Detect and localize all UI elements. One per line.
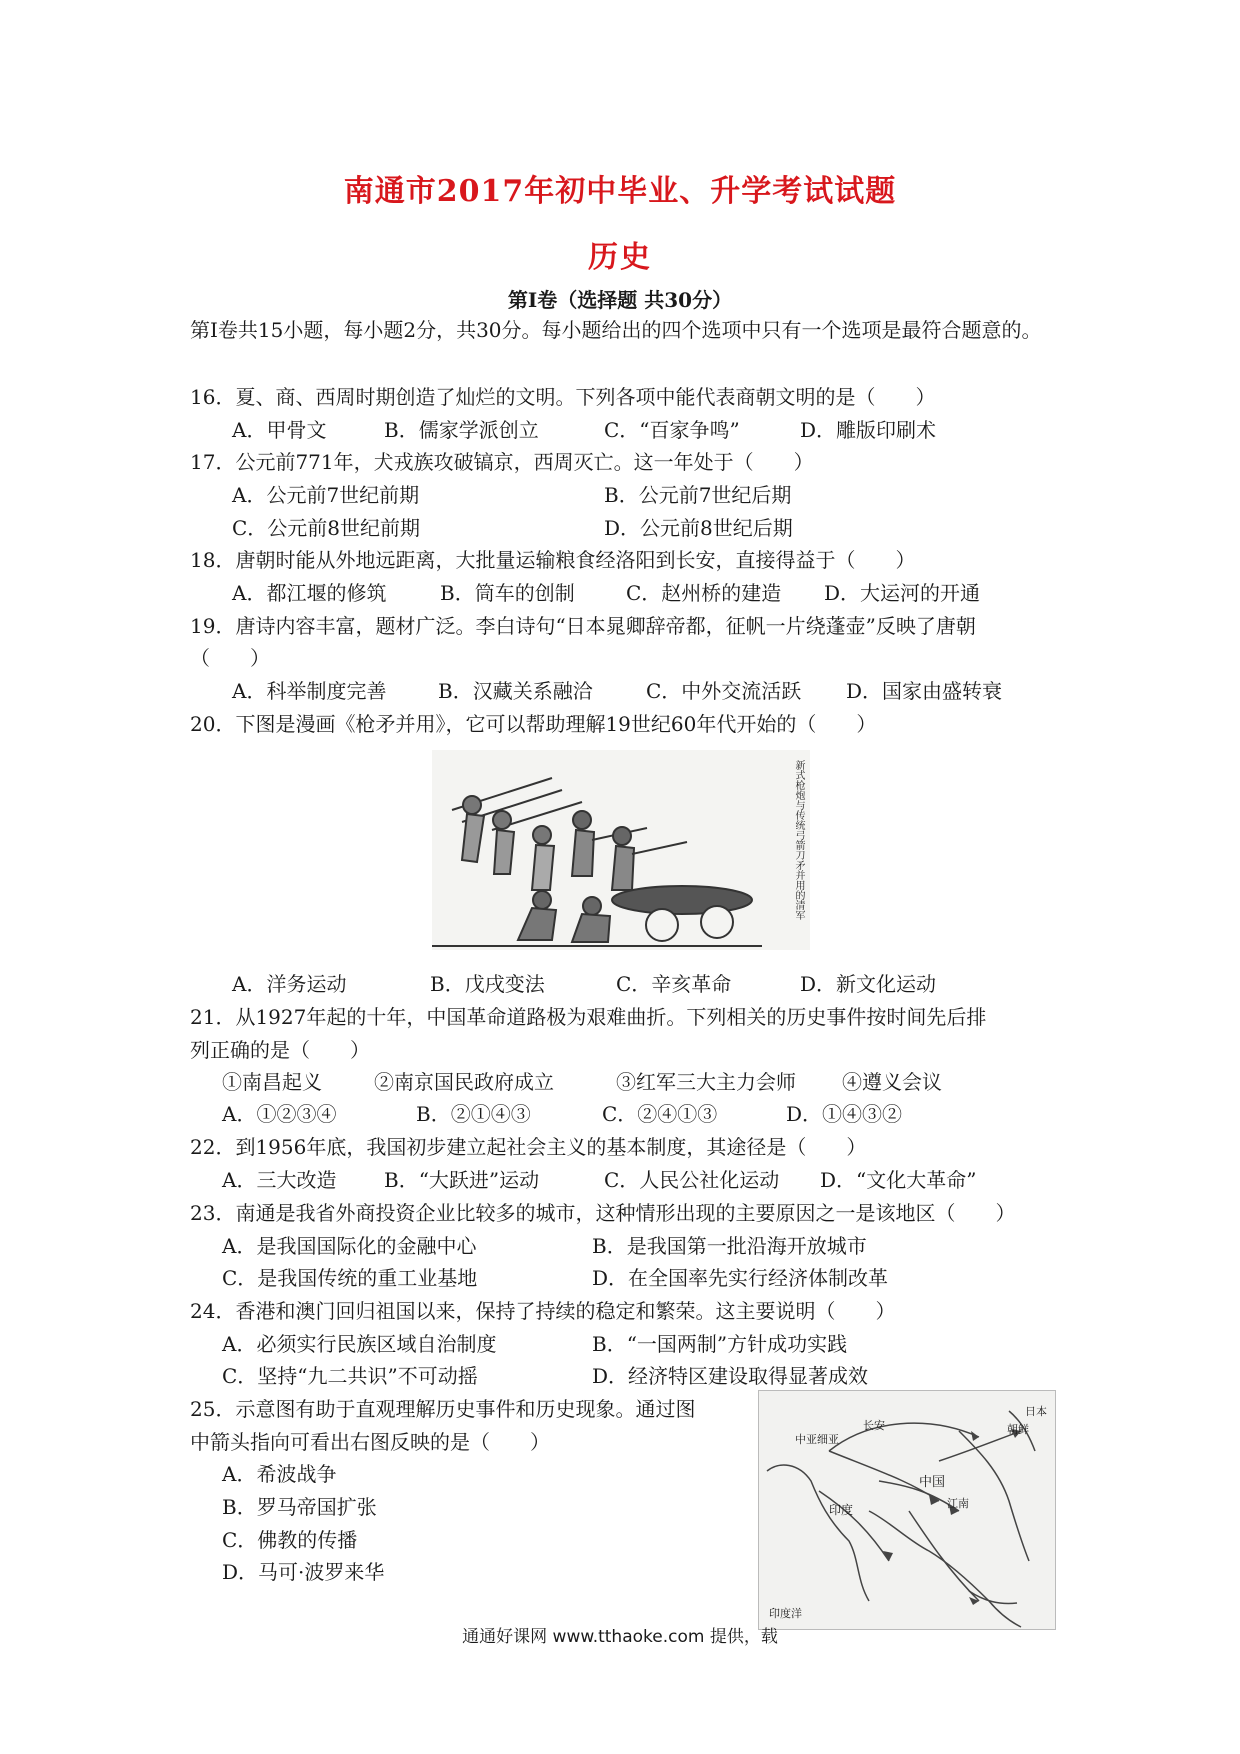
route-map <box>758 1390 1056 1630</box>
option-25-a: A．希波战争 <box>222 1462 337 1486</box>
option-17-d: D．公元前8世纪后期 <box>604 516 793 540</box>
map-label-japan: 日本 <box>1025 1405 1047 1418</box>
event-21-1: ①南昌起义 <box>222 1070 322 1094</box>
question-18-stem: 18．唐朝时能从外地远距离，大批量运输粮食经洛阳到长安，直接得益于（ ） <box>190 548 916 572</box>
option-18-c: C．赵州桥的建造 <box>626 581 782 605</box>
map-label-changan: 长安 <box>863 1419 885 1432</box>
option-19-c: C．中外交流活跃 <box>646 679 802 703</box>
question-17-stem: 17．公元前771年，犬戎族攻破镐京，西周灭亡。这一年处于（ ） <box>190 450 814 474</box>
option-21-d: D．①④③② <box>786 1102 903 1126</box>
option-21-c: C．②④①③ <box>602 1102 718 1126</box>
event-21-2: ②南京国民政府成立 <box>374 1070 554 1094</box>
cartoon-figure <box>432 750 810 950</box>
option-18-a: A．都江堰的修筑 <box>232 581 387 605</box>
option-24-c: C．坚持“九二共识”不可动摇 <box>222 1364 478 1388</box>
cartoon-caption: 新式枪炮与传统弓箭刀矛并用的清军 <box>793 760 804 920</box>
option-20-c: C．辛亥革命 <box>616 972 732 996</box>
question-23-stem: 23．南通是我省外商投资企业比较多的城市，这种情形出现的主要原因之一是该地区（ ） <box>190 1201 1016 1225</box>
option-16-b: B．儒家学派创立 <box>384 418 539 442</box>
map-label-india: 印度 <box>829 1503 854 1517</box>
question-19-stem-cont: （ ） <box>190 646 270 670</box>
option-16-a: A．甲骨文 <box>232 418 327 442</box>
option-25-c: C．佛教的传播 <box>222 1528 358 1552</box>
option-23-b: B．是我国第一批沿海开放城市 <box>592 1234 867 1258</box>
map-label-central-asia: 中亚细亚 <box>795 1433 839 1446</box>
option-24-a: A．必须实行民族区域自治制度 <box>222 1332 497 1356</box>
question-25-stem-cont: 中箭头指向可看出右图反映的是（ ） <box>190 1430 550 1454</box>
option-17-b: B．公元前7世纪后期 <box>604 483 792 507</box>
event-21-4: ④遵义会议 <box>842 1070 942 1094</box>
event-21-3: ③红军三大主力会师 <box>616 1070 796 1094</box>
option-22-b: B．“大跃进”运动 <box>384 1168 540 1192</box>
question-19-stem: 19．唐诗内容丰富，题材广泛。李白诗句“日本晁卿辞帝都，征帆一片绕蓬壶”反映了唐朝 <box>190 614 976 638</box>
question-25-stem: 25．示意图有助于直观理解历史事件和历史现象。通过图 <box>190 1397 696 1421</box>
option-25-d: D．马可·波罗来华 <box>222 1560 385 1584</box>
option-22-c: C．人民公社化运动 <box>604 1168 780 1192</box>
option-23-c: C．是我国传统的重工业基地 <box>222 1266 478 1290</box>
question-20-stem: 20．下图是漫画《枪矛并用》，它可以帮助理解19世纪60年代开始的（ ） <box>190 712 877 736</box>
map-label-indian-ocean: 印度洋 <box>769 1607 802 1620</box>
map-label-china: 中国 <box>919 1475 946 1490</box>
question-22-stem: 22．到1956年底，我国初步建立起社会主义的基本制度，其途径是（ ） <box>190 1135 867 1159</box>
question-21-stem: 21．从1927年起的十年，中国革命道路极为艰难曲折。下列相关的历史事件按时间先后排 <box>190 1005 987 1029</box>
option-18-b: B．筒车的创制 <box>440 581 575 605</box>
option-16-d: D．雕版印刷术 <box>800 418 937 442</box>
question-24-stem: 24．香港和澳门回归祖国以来，保持了持续的稳定和繁荣。这主要说明（ ） <box>190 1299 896 1323</box>
map-label-jiangnan: 江南 <box>947 1497 969 1510</box>
option-21-a: A．①②③④ <box>222 1102 337 1126</box>
option-19-d: D．国家由盛转衰 <box>846 679 1003 703</box>
question-21-stem-cont: 列正确的是（ ） <box>190 1038 370 1062</box>
option-18-d: D．大运河的开通 <box>824 581 981 605</box>
subject-title: 历史 <box>588 240 652 275</box>
option-17-c: C．公元前8世纪前期 <box>232 516 421 540</box>
map-label-korea: 朝鲜 <box>1007 1423 1029 1436</box>
option-20-d: D．新文化运动 <box>800 972 937 996</box>
option-23-d: D．在全国率先实行经济体制改革 <box>592 1266 889 1290</box>
option-16-c: C．“百家争鸣” <box>604 418 740 442</box>
option-17-a: A．公元前7世纪前期 <box>232 483 420 507</box>
page-footer: 通通好课网 www.tthaoke.com 提供，载 <box>462 1627 778 1647</box>
option-19-b: B．汉藏关系融洽 <box>438 679 593 703</box>
option-23-a: A．是我国国际化的金融中心 <box>222 1234 477 1258</box>
option-24-b: B．“一国两制”方针成功实践 <box>592 1332 848 1356</box>
option-21-b: B．②①④③ <box>416 1102 531 1126</box>
option-19-a: A．科举制度完善 <box>232 679 387 703</box>
option-20-b: B．戊戌变法 <box>430 972 545 996</box>
section-heading: 第Ⅰ卷（选择题 共30分） <box>507 288 733 312</box>
option-22-a: A．三大改造 <box>222 1168 337 1192</box>
option-20-a: A．洋务运动 <box>232 972 347 996</box>
option-22-d: D．“文化大革命” <box>820 1168 977 1192</box>
option-24-d: D．经济特区建设取得显著成效 <box>592 1364 869 1388</box>
page-title: 南通市2017年初中毕业、升学考试试题 <box>343 174 897 209</box>
option-25-b: B．罗马帝国扩张 <box>222 1495 377 1519</box>
section-intro: 第Ⅰ卷共15小题，每小题2分，共30分。每小题给出的四个选项中只有一个选项是最符合题意的。 <box>190 318 1042 342</box>
question-16-stem: 16．夏、商、西周时期创造了灿烂的文明。下列各项中能代表商朝文明的是（ ） <box>190 385 936 409</box>
